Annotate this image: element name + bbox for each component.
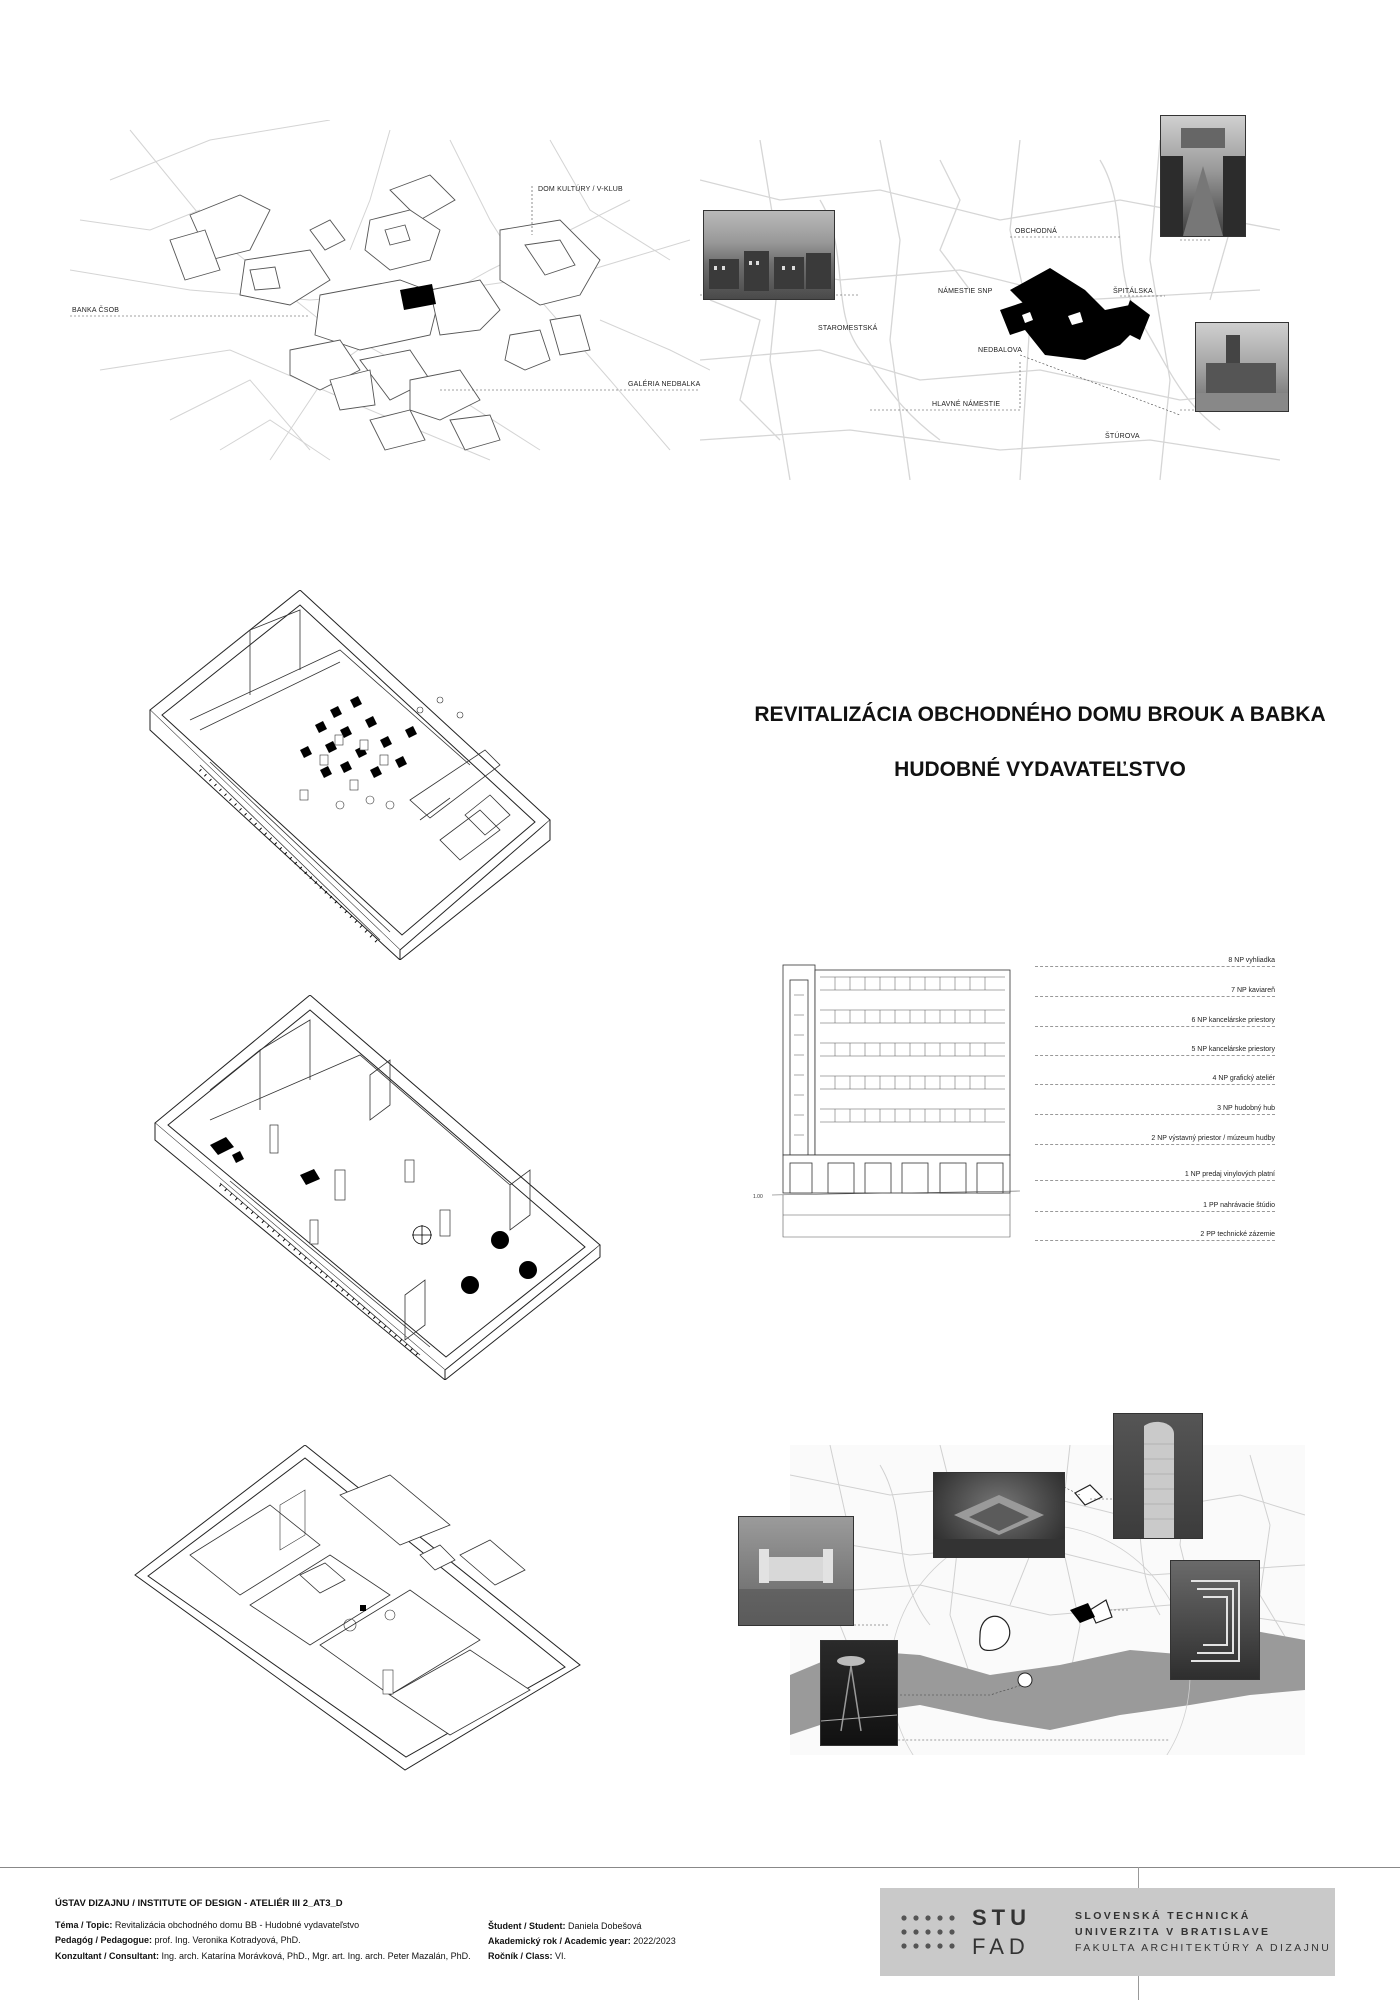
logo-line-3: FAKULTA ARCHITEKTÚRY A DIZAJNU: [1075, 1942, 1332, 1954]
floor-legend-row: [1035, 1126, 1275, 1145]
photo-ufo-bridge: [820, 1640, 898, 1746]
floor-legend-row: [1035, 1008, 1275, 1027]
photo-radio-building: [933, 1472, 1065, 1558]
photo-sturova: [1195, 322, 1289, 412]
stu-fad-logo: [880, 1888, 1335, 1976]
year-label: Akademický rok / Academic year:: [488, 1936, 631, 1946]
floor-label: 2 PP technické zázemie: [1200, 1231, 1275, 1238]
floor-legend-row: [1035, 1222, 1275, 1241]
floor-label: 1 PP nahrávacie štúdio: [1203, 1202, 1275, 1209]
floor-legend-row: [1035, 948, 1275, 967]
class-value: VI.: [555, 1951, 567, 1961]
label-nedbalova: NEDBALOVA: [978, 347, 1023, 354]
photo-obchodna: [1160, 115, 1246, 237]
topic-label: Téma / Topic:: [55, 1920, 113, 1930]
floor-legend-row: [1035, 1162, 1275, 1181]
floor-label: 4 NP grafický ateliér: [1212, 1075, 1275, 1082]
institute-label: ÚSTAV DIZAJNU / INSTITUTE OF DESIGN - ATELIÉR III 2_AT3_D: [55, 1898, 343, 1909]
logo-line-2: UNIVERZITA V BRATISLAVE: [1075, 1926, 1271, 1938]
label-galeria: GALÉRIA NEDBALKA: [628, 381, 701, 388]
axonometric-plan-2: [150, 995, 610, 1380]
label-spitalska: ŠPITÁLSKA: [1113, 288, 1153, 295]
floor-label: 5 NP kancelárske priestory: [1191, 1046, 1275, 1053]
floor-label: 2 NP výstavný priestor / múzeum hudby: [1151, 1135, 1275, 1142]
student-label: Študent / Student:: [488, 1921, 566, 1931]
pedagog-label: Pedagóg / Pedagogue:: [55, 1935, 153, 1945]
floor-label: 7 NP kaviareň: [1231, 987, 1275, 994]
logo-fad: FAD: [972, 1934, 1030, 1959]
page-subtitle: HUDOBNÉ VYDAVATEĽSTVO: [894, 758, 1186, 781]
floor-label: 8 NP vyhliadka: [1228, 957, 1275, 964]
label-dom-kultury: DOM KULTÚRY / V-KLUB: [538, 186, 623, 193]
logo-dots-icon: [898, 1912, 968, 1954]
label-sturova: ŠTÚROVA: [1105, 433, 1140, 440]
floor-label: 1 NP predaj vinylových platní: [1184, 1171, 1275, 1178]
axonometric-plan-3: [130, 1445, 590, 1775]
year-line: [488, 1936, 676, 1946]
class-label: Ročník / Class:: [488, 1951, 553, 1961]
student-line: [488, 1921, 642, 1931]
topic-value: Revitalizácia obchodného domu BB - Hudobné vydavateľstvo: [114, 1920, 360, 1930]
photo-hotel: [1170, 1560, 1260, 1680]
photo-castle: [738, 1516, 854, 1626]
floor-label: 6 NP kancelárske priestory: [1191, 1017, 1275, 1024]
consultant-line: [55, 1951, 471, 1961]
label-banka: BANKA ČSOB: [72, 307, 120, 314]
floor-label: 3 NP hudobný hub: [1217, 1105, 1275, 1112]
ground-level-label: 1.00: [753, 1194, 763, 1200]
pedagog-value: prof. Ing. Veronika Kotradyová, PhD.: [154, 1935, 301, 1945]
floor-legend-row: [1035, 1037, 1275, 1056]
logo-line-1: SLOVENSKÁ TECHNICKÁ: [1075, 1910, 1251, 1922]
context-map-axonometric: [70, 120, 710, 480]
label-namestie-snp: NÁMESTIE SNP: [938, 288, 993, 295]
consultant-value: Ing. arch. Katarína Morávková, PhD., Mgr. art. Ing. arch. Peter Mazalán, PhD.: [161, 1951, 471, 1961]
logo-stu: STU: [972, 1905, 1031, 1930]
building-elevation: [750, 955, 1020, 1240]
topic-line: [55, 1920, 359, 1930]
page-title: REVITALIZÁCIA OBCHODNÉHO DOMU BROUK A BABKA: [754, 703, 1326, 726]
photo-staromestska: [703, 210, 835, 300]
floor-legend-row: [1035, 1193, 1275, 1212]
pedagog-line: [55, 1935, 301, 1945]
axonometric-plan-1: [140, 590, 560, 960]
photo-tower: [1113, 1413, 1203, 1539]
label-hlavne-namestie: HLAVNÉ NÁMESTIE: [932, 401, 1001, 408]
class-line: [488, 1951, 566, 1961]
label-staromestska: STAROMESTSKÁ: [818, 325, 878, 332]
floor-legend-row: [1035, 1066, 1275, 1085]
label-obchodna: OBCHODNÁ: [1015, 228, 1058, 235]
consultant-label: Konzultant / Consultant:: [55, 1951, 159, 1961]
student-value: Daniela Dobešová: [568, 1921, 642, 1931]
floor-legend-row: [1035, 978, 1275, 997]
floor-legend-row: [1035, 1096, 1275, 1115]
year-value: 2022/2023: [633, 1936, 676, 1946]
